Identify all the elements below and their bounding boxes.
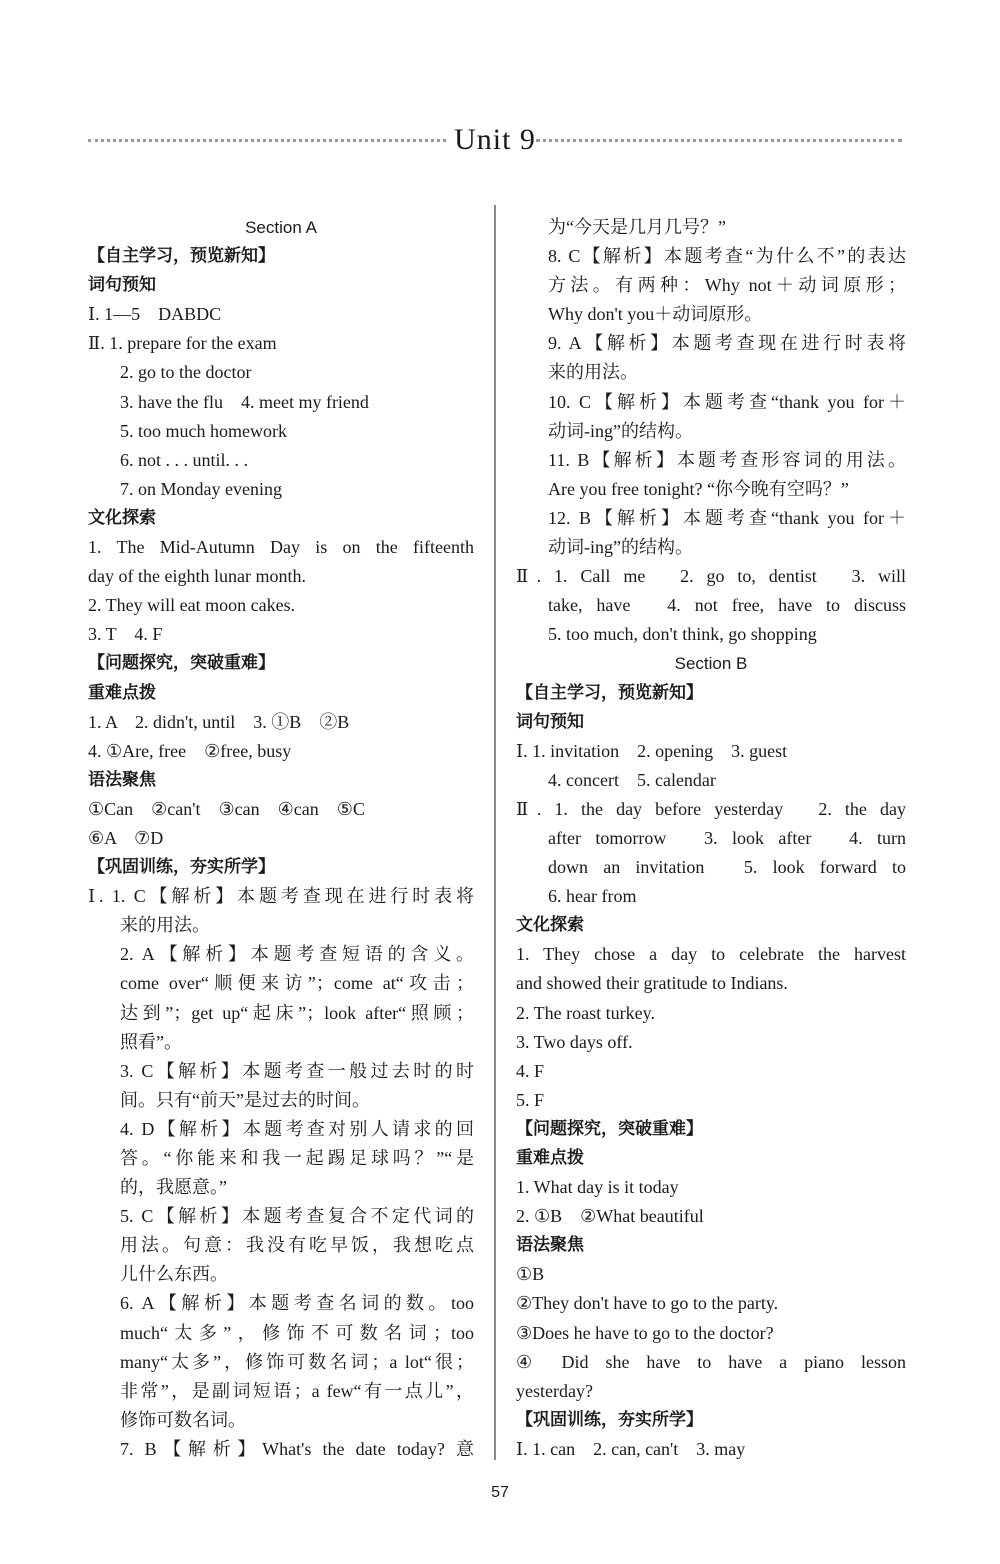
right-text-line: 来的用法。 — [548, 362, 638, 383]
left-column — [88, 213, 474, 1464]
right-text-line: ②They don't have to go to the party. — [516, 1293, 779, 1314]
right-heading: 语法聚焦 — [516, 1235, 584, 1256]
left-heading: 语法聚焦 — [88, 769, 156, 790]
right-text-line: ③Does he have to go to the doctor? — [516, 1322, 774, 1343]
unit-header — [88, 118, 902, 162]
left-heading: 【巩固训练，夯实所学】 — [88, 857, 275, 878]
right-text-line: 为“今天是几月几号？” — [548, 217, 726, 237]
right-section-title: Section B — [674, 654, 748, 674]
right-text-line: 动词-ing”的结构。 — [548, 537, 693, 558]
left-text-line: 2. A【解析】本题考查短语的含义。 — [120, 944, 474, 965]
left-text-line: 2. go to the doctor — [120, 362, 252, 383]
left-text-line: many“太多”，修饰可数名词；a lot“很； — [120, 1351, 474, 1372]
left-text-line: ①Can ②can't ③can ④can ⑤C — [88, 798, 365, 819]
left-text-line: 用法。句意：我没有吃早饭，我想吃点 — [120, 1235, 474, 1256]
left-text-line: 非常”，是副词短语；a few“有一点儿”， — [120, 1380, 474, 1401]
left-section-title: Section A — [245, 218, 317, 237]
right-text-line: and showed their gratitude to Indians. — [516, 973, 788, 994]
left-text-line: 照看”。 — [120, 1031, 182, 1052]
right-text-line: Ⅱ. 1. the day before yesterday 2. the day — [516, 798, 906, 819]
left-heading: 文化探索 — [88, 507, 156, 528]
left-text-line: 5. too much homework — [120, 420, 287, 441]
unit-title: Unit 9 — [454, 123, 536, 156]
right-text-line: 9. A【解析】本题考查现在进行时表将 — [548, 333, 906, 354]
left-text-line: 答。“你能来和我一起踢足球吗？”“是 — [120, 1148, 474, 1168]
left-heading: 重难点拨 — [88, 682, 156, 703]
left-heading: 【自主学习，预览新知】 — [88, 246, 275, 267]
column-divider — [494, 205, 496, 1460]
right-text-line: 10. C【解析】本题考查“thank you for＋ — [548, 391, 906, 412]
left-heading: 词句预知 — [88, 275, 156, 296]
left-text-line: 6. A【解析】本题考查名词的数。too — [120, 1293, 474, 1314]
left-text-line: day of the eighth lunar month. — [88, 566, 306, 587]
right-heading: 文化探索 — [516, 915, 584, 936]
right-heading: 重难点拨 — [516, 1148, 584, 1168]
right-text-line: 4. concert 5. calendar — [548, 769, 716, 790]
left-text-line: 3. T 4. F — [88, 624, 163, 645]
right-heading: 词句预知 — [516, 711, 584, 732]
right-text-line: 11. B【解析】本题考查形容词的用法。 — [548, 449, 906, 470]
left-text-line: much“太多”，修饰不可数名词；too — [120, 1322, 474, 1343]
left-heading: 【问题探究，突破重难】 — [88, 653, 275, 674]
right-text-line: after tomorrow 3. look after 4. turn — [548, 827, 906, 848]
left-text-line: 2. They will eat moon cakes. — [88, 595, 296, 616]
right-text-line: 5. too much, don't think, go shopping — [548, 624, 817, 645]
right-text-line: Ⅰ. 1. can 2. can, can't 3. may — [516, 1438, 746, 1459]
right-text-line: 方法。有两种：Why not＋动词原形； — [548, 275, 906, 296]
right-text-line: 动词-ing”的结构。 — [548, 420, 693, 441]
right-text-line: 3. Two days off. — [516, 1031, 633, 1052]
right-text-line: yesterday? — [516, 1380, 593, 1401]
left-text-line: Ⅱ. 1. prepare for the exam — [88, 333, 277, 354]
left-text-line: 修饰可数名词。 — [120, 1409, 246, 1430]
left-text-line: 5. C【解析】本题考查复合不定代词的 — [120, 1206, 474, 1227]
right-text-line: 5. F — [516, 1089, 545, 1110]
right-column — [516, 213, 906, 1464]
right-text-line: 4. F — [516, 1060, 545, 1081]
right-text-line: 2. The roast turkey. — [516, 1002, 655, 1023]
left-text-line: come over“顺便来访”；come at“攻击； — [120, 973, 474, 994]
header-rule-right — [536, 139, 902, 142]
right-text-line: 2. ①B ②What beautiful — [516, 1206, 704, 1227]
left-text-line: ⑥A ⑦D — [88, 827, 164, 848]
right-text-line: Are you free tonight? “你今晚有空吗？” — [548, 478, 849, 499]
right-text-line: 8. C【解析】本题考查“为什么不”的表达 — [548, 246, 906, 267]
right-text-line: 1. They chose a day to celebrate the harvest — [516, 944, 906, 965]
left-text-line: 达到”；get up“起床”；look after“照顾； — [120, 1002, 474, 1023]
left-text-line: 的，我愿意。” — [120, 1177, 227, 1198]
right-heading: 【自主学习，预览新知】 — [516, 682, 703, 703]
right-text-line: ④ Did she have to have a piano lesson — [516, 1351, 906, 1372]
left-text-line: 4. ①Are, free ②free, busy — [88, 740, 292, 761]
right-text-line: Ⅰ. 1. invitation 2. opening 3. guest — [516, 740, 788, 761]
right-text-line: 6. hear from — [548, 886, 637, 907]
right-text-line: Ⅱ. 1. Call me 2. go to, dentist 3. will — [516, 566, 906, 587]
left-text-line: 1. The Mid-Autumn Day is on the fifteenth — [88, 537, 474, 558]
left-text-line: 7. on Monday evening — [120, 478, 282, 499]
left-text-line: Ⅰ. 1—5 DABDC — [88, 304, 222, 325]
left-text-line: 3. C【解析】本题考查一般过去时的时 — [120, 1060, 474, 1081]
right-text-line: down an invitation 5. look forward to — [548, 857, 906, 878]
right-text-line: Why don't you＋动词原形。 — [548, 304, 763, 325]
left-text-line: 儿什么东西。 — [120, 1264, 228, 1285]
left-text-line: 3. have the flu 4. meet my friend — [120, 391, 369, 412]
left-text-line: 6. not . . . until. . . — [120, 449, 249, 470]
right-text-line: ①B — [516, 1264, 545, 1285]
right-heading: 【巩固训练，夯实所学】 — [516, 1409, 703, 1430]
left-text-line: 来的用法。 — [120, 915, 210, 936]
right-text-line: 1. What day is it today — [516, 1177, 679, 1198]
right-text-line: take, have 4. not free, have to discuss — [548, 595, 906, 616]
left-text-line: Ⅰ. 1. C【解析】本题考查现在进行时表将 — [88, 886, 474, 907]
left-text-line: 1. A 2. didn't, until 3. ①B ②B — [88, 711, 350, 732]
left-text-line: 间。只有“前天”是过去的时间。 — [120, 1089, 370, 1110]
right-text-line: 12. B【解析】本题考查“thank you for＋ — [548, 507, 906, 528]
page-number: 57 — [491, 1484, 509, 1501]
right-heading: 【问题探究，突破重难】 — [516, 1118, 703, 1139]
left-text-line: 4. D【解析】本题考查对别人请求的回 — [120, 1118, 474, 1139]
left-text-line: 7. B【解析】What's the date today? 意 — [120, 1438, 474, 1459]
